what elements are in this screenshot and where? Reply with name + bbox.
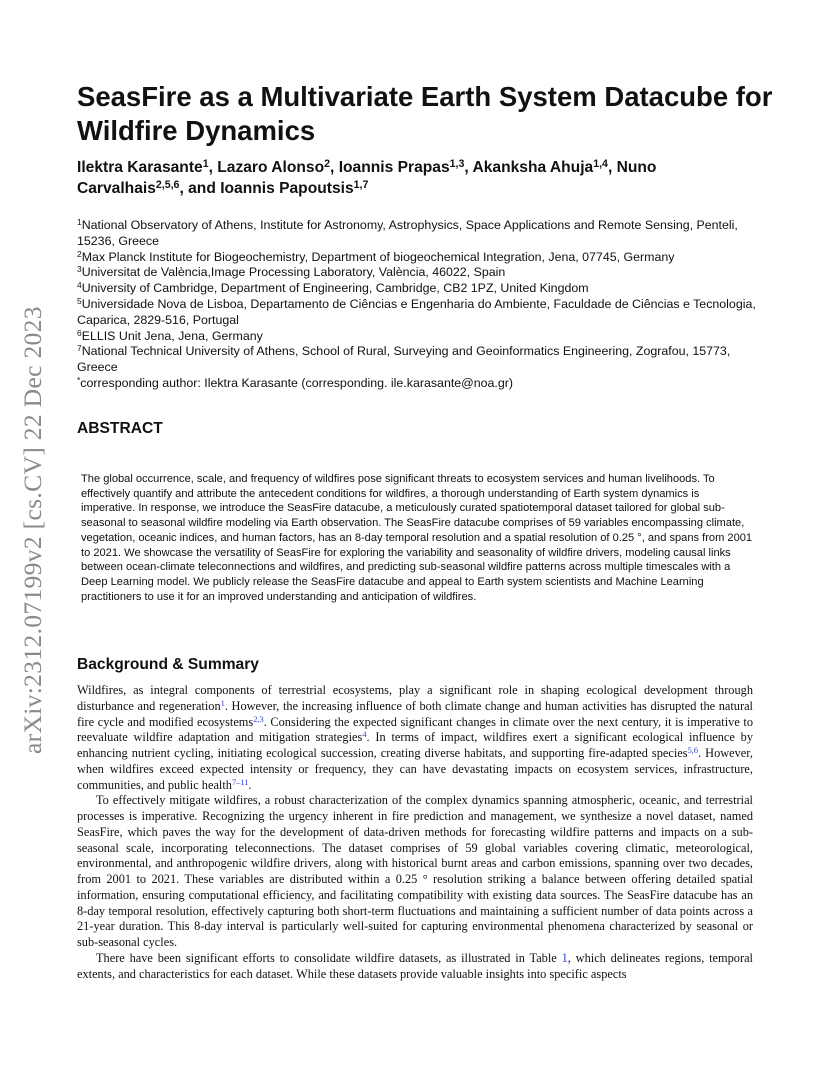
affiliation-item: [77, 344, 767, 376]
affiliation-text: corresponding author: Ilektra Karasante (corresponding. ile.karasante@noa.gr): [80, 375, 514, 390]
affiliation-item: [77, 329, 767, 345]
section-body: [77, 683, 753, 982]
affiliation-marker: *: [77, 375, 81, 386]
author-affiliation-marker: 1,3: [449, 158, 465, 171]
affiliation-text: Max Planck Institute for Biogeochemistry, Department of biogeochemical Integration, Jena, 07745, Germany: [81, 249, 675, 264]
affiliation-item: [77, 265, 767, 281]
abstract-text: The global occurrence, scale, and frequency of wildfires pose significant threats to ecosystem services and human livelihoods. To effectively quantify and attribute the antecedent conditions for wildfires, a thorough understanding of Earth system dynamics is imperative. In response, we introduce the SeasFire datacube, a meticulously curated spatiotemporal dataset tailored for global sub-seasonal to seasonal wildfire modeling via Earth observation. The SeasFire datacube comprises of 59 variables encompassing climate, vegetation, oceanic indices, and human factors, has an 8-day temporal resolution and a spatial resolution of 0.25 °, and spans from 2001 to 2021. We showcase the versatility of SeasFire for exploring the variability and seasonality of wildfire drivers, modeling causal links between ocean-climate teleconnections and wildfires, and predicting sub-seasonal wildfire patterns across multiple timescales with a Deep Learning model. We publicly release the SeasFire datacube and appeal to Earth system scientists and Machine Learning practitioners to use it for an improved understanding and anticipation of wildfires.: [81, 473, 753, 603]
affiliation-text: University of Cambridge, Department of Engineering, Cambridge, CB2 1PZ, United Kingdom: [81, 281, 589, 296]
paragraph-text: There have been significant efforts to consolidate wildfire datasets, as illustrated in Table: [96, 950, 562, 965]
affiliation-item: [77, 250, 767, 266]
author-affiliation-marker: 2: [324, 158, 331, 171]
citation-link[interactable]: 2,3: [253, 714, 264, 724]
affiliation-text: National Observatory of Athens, Institute for Astronomy, Astrophysics, Space Applications and Remote Sensing, Penteli, 15236, Greece: [77, 218, 738, 248]
paragraph-text: . However, the increasing influence of both climate change and human activities has disrupted the natural fire cycle and modified ecosystems: [77, 698, 753, 729]
paragraph-text: . However, when wildfires exceed expected intensity or frequency, they can have devastating impacts on ecosystem services, infrastructure, communities, and public health: [77, 746, 753, 792]
affiliation-text: Universidade Nova de Lisboa, Departamento de Ciências e Engenharia do Ambiente, Faculdade de Ciências e Tecnologia, Caparica, 2829-516, Portugal: [77, 296, 756, 327]
citation-link[interactable]: 1: [220, 698, 225, 708]
author-affiliation-marker: 2,5,6: [155, 179, 180, 192]
paragraph-text: . In terms of impact, wildfires exert a significant ecological influence by enhancing nutrient cycling, initiating ecological succession, creating diverse habitats, and supporting fire-adapted species: [77, 730, 754, 760]
affiliation-list: [77, 218, 767, 392]
paper-title: SeasFire as a Multivariate Earth System Datacube for Wildfire Dynamics: [77, 81, 773, 146]
arxiv-identifier-stamp: [18, 286, 48, 754]
author-name: Lazaro Alonso: [217, 159, 325, 176]
author-name: Ilektra Karasante: [77, 159, 203, 176]
affiliation-marker: 3: [77, 264, 82, 275]
body-paragraph: [77, 951, 753, 983]
author-name: Ioannis Prapas: [338, 159, 450, 176]
affiliation-marker: 2: [77, 248, 82, 259]
author-affiliation-marker: 1: [202, 158, 209, 171]
citation-link[interactable]: 4: [362, 730, 367, 740]
affiliation-text: ELLIS Unit Jena, Jena, Germany: [81, 328, 263, 343]
section-heading: Background & Summary: [77, 656, 259, 673]
affiliation-marker: 6: [77, 327, 82, 338]
affiliation-marker: 5: [77, 296, 82, 307]
citation-link[interactable]: 5,6: [687, 746, 699, 756]
affiliation-item: [77, 281, 767, 297]
author-name: Akanksha Ahuja: [472, 159, 594, 176]
affiliation-marker: 1: [77, 217, 82, 228]
citation-link[interactable]: 7–11: [231, 777, 249, 787]
paragraph-text: . Considering the expected significant changes in climate over the next century, it is imperative to reevaluate wildfire adaptation and mitigation strategies: [77, 714, 754, 745]
table-reference-link[interactable]: 1: [561, 950, 568, 965]
paragraph-text: To effectively mitigate wildfires, a robust characterization of the complex dynamics spanning atmospheric, oceanic, and terrestrial processes is imperative. Recognizing the urgency inherent in fire prediction and management, we synthesize a novel dataset, named SeasFire, which paves the way for the development of data-driven methods for forecasting wildfire patterns and impacts on a sub-seasonal scale, incorporating teleconnections. The dataset comprises of 59 global variables covering climatic, meteorological, environmental, and anthropogenic wildfire drivers, along with historical burnt areas and carbon emissions, spanning over two decades, from 2001 to 2021. These variables are distributed within a 0.25 ° resolution striking a balance between offering detailed spatial information, ensuring computational efficiency, and facilitating compatibility with existing data sources. The SeasFire datacube has an 8-day temporal resolution, effectively capturing both short-term fluctuations and maintaining a sufficient number of data points across a 21-year duration. This 8-day interval is particularly well-suited for capturing environmental phenomena characterized by seasonal or sub-seasonal cycles.: [77, 793, 753, 949]
body-paragraph: [77, 683, 753, 793]
affiliation-text: National Technical University of Athens, School of Rural, Surveying and Geoinformatics Engineering, Zografou, 15773, Greece: [77, 344, 731, 375]
affiliation-text: Universitat de València,Image Processing Laboratory, València, 46022, Spain: [81, 265, 506, 280]
author-affiliation-marker: 1,7: [353, 179, 369, 192]
paragraph-text: Wildfires, as integral components of terrestrial ecosystems, play a significant role in shaping ecological development through disturbance and regeneration: [77, 683, 753, 713]
affiliation-item: [77, 218, 767, 250]
affiliation-marker: 4: [77, 280, 82, 291]
affiliation-item: [77, 297, 767, 329]
author-list: Ilektra Karasante$^1$, Lazaro Alonso$^2$, Ioannis Prapas$^{1,3}$, Akanksha Ahuja$^{1,4}$, Nuno Carvalhais$^{2,5,6}$, and Ioannis Papoutsis$^{1,7}$: [77, 158, 657, 197]
body-paragraph: [77, 793, 753, 951]
author-affiliation-marker: 1,4: [593, 158, 608, 171]
paragraph-text: , which delineates regions, temporal extents, and characteristics for each dataset. While these datasets provide valuable insights into specific aspects: [77, 950, 753, 981]
author-name: Ioannis Papoutsis: [220, 180, 354, 197]
affiliation-item: [77, 376, 767, 392]
arxiv-identifier-text: arXiv:2312.07199v2 [cs.CV] 22 Dec 2023: [18, 306, 47, 754]
paragraph-text: .: [248, 777, 252, 792]
author-name: Nuno Carvalhais: [77, 159, 657, 197]
affiliation-marker: 7: [77, 343, 82, 354]
abstract-heading: ABSTRACT: [77, 420, 163, 437]
